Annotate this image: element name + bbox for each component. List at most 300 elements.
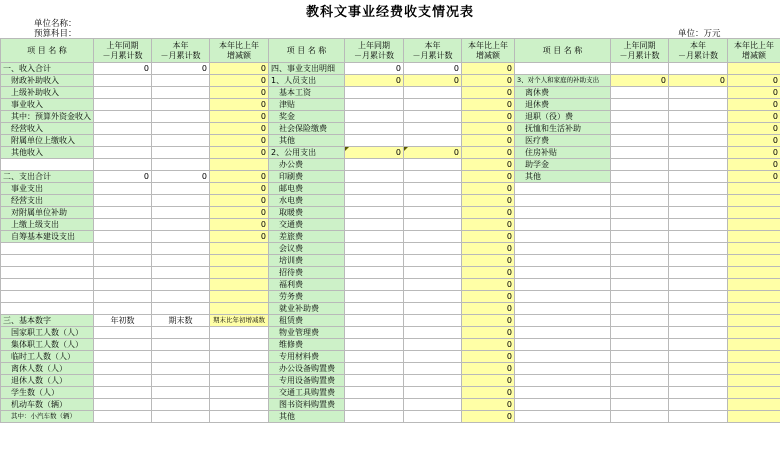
- value-cell[interactable]: [345, 207, 404, 219]
- change-cell[interactable]: [728, 63, 780, 75]
- value-cell[interactable]: [404, 411, 462, 423]
- value-cell[interactable]: [611, 219, 669, 231]
- value-cell[interactable]: [94, 147, 152, 159]
- value-cell[interactable]: [611, 351, 669, 363]
- value-cell[interactable]: [669, 267, 728, 279]
- change-cell[interactable]: 0: [210, 123, 269, 135]
- change-cell[interactable]: [728, 411, 780, 423]
- value-cell[interactable]: [404, 255, 462, 267]
- value-cell[interactable]: [669, 147, 728, 159]
- value-cell[interactable]: [404, 99, 462, 111]
- change-cell[interactable]: [728, 207, 780, 219]
- value-cell[interactable]: [669, 135, 728, 147]
- value-cell[interactable]: [152, 99, 210, 111]
- change-cell[interactable]: 0: [728, 159, 780, 171]
- value-cell[interactable]: [94, 183, 152, 195]
- change-cell[interactable]: 0: [210, 99, 269, 111]
- value-cell[interactable]: [611, 291, 669, 303]
- value-cell[interactable]: [152, 375, 210, 387]
- value-cell[interactable]: 0: [345, 147, 404, 159]
- change-cell[interactable]: 0: [210, 219, 269, 231]
- value-cell[interactable]: [94, 195, 152, 207]
- value-cell[interactable]: [152, 159, 210, 171]
- change-cell[interactable]: 0: [462, 387, 515, 399]
- value-cell[interactable]: [404, 219, 462, 231]
- value-cell[interactable]: [669, 303, 728, 315]
- change-cell[interactable]: [728, 339, 780, 351]
- value-cell[interactable]: [611, 327, 669, 339]
- value-cell[interactable]: [669, 111, 728, 123]
- value-cell[interactable]: [669, 255, 728, 267]
- change-cell[interactable]: [728, 183, 780, 195]
- change-cell[interactable]: 0: [462, 195, 515, 207]
- value-cell[interactable]: [669, 243, 728, 255]
- change-cell[interactable]: 0: [462, 231, 515, 243]
- value-cell[interactable]: [152, 135, 210, 147]
- table-row: [1, 87, 780, 99]
- value-cell[interactable]: [404, 183, 462, 195]
- value-cell[interactable]: [94, 267, 152, 279]
- value-cell[interactable]: [345, 183, 404, 195]
- row-label: 三、基本数字: [1, 315, 94, 327]
- value-cell[interactable]: [404, 315, 462, 327]
- value-cell[interactable]: [152, 267, 210, 279]
- change-cell[interactable]: 0: [728, 99, 780, 111]
- value-cell[interactable]: [669, 375, 728, 387]
- value-cell[interactable]: [404, 339, 462, 351]
- change-cell[interactable]: 0: [462, 315, 515, 327]
- value-cell[interactable]: [404, 159, 462, 171]
- column-header: 上年同期 －月累计数: [94, 39, 152, 63]
- change-cell[interactable]: [210, 327, 269, 339]
- value-cell[interactable]: [345, 267, 404, 279]
- value-cell[interactable]: [404, 363, 462, 375]
- change-cell[interactable]: 0: [728, 87, 780, 99]
- value-cell[interactable]: [345, 363, 404, 375]
- value-cell[interactable]: [345, 291, 404, 303]
- value-cell[interactable]: [94, 207, 152, 219]
- value-cell[interactable]: [94, 351, 152, 363]
- value-cell[interactable]: [611, 183, 669, 195]
- value-cell[interactable]: [152, 243, 210, 255]
- value-cell[interactable]: [345, 243, 404, 255]
- value-cell[interactable]: [152, 123, 210, 135]
- value-cell[interactable]: [404, 123, 462, 135]
- change-cell[interactable]: 0: [462, 339, 515, 351]
- change-cell[interactable]: 0: [462, 75, 515, 87]
- change-cell[interactable]: 0: [462, 123, 515, 135]
- value-cell[interactable]: 期末数: [152, 315, 210, 327]
- row-label: 事业支出: [1, 183, 94, 195]
- value-cell[interactable]: [94, 255, 152, 267]
- value-cell[interactable]: [669, 207, 728, 219]
- change-cell[interactable]: 0: [462, 219, 515, 231]
- value-cell[interactable]: [152, 411, 210, 423]
- change-cell[interactable]: [728, 303, 780, 315]
- value-cell[interactable]: [611, 147, 669, 159]
- value-cell[interactable]: [94, 231, 152, 243]
- value-cell[interactable]: [152, 183, 210, 195]
- change-cell[interactable]: 0: [728, 135, 780, 147]
- value-cell[interactable]: [152, 75, 210, 87]
- value-cell[interactable]: [404, 207, 462, 219]
- value-cell[interactable]: [345, 399, 404, 411]
- value-cell[interactable]: [345, 123, 404, 135]
- row-label: [515, 243, 611, 255]
- value-cell[interactable]: [94, 303, 152, 315]
- value-cell[interactable]: [152, 327, 210, 339]
- value-cell[interactable]: 0: [669, 75, 728, 87]
- value-cell[interactable]: [94, 327, 152, 339]
- value-cell[interactable]: [404, 351, 462, 363]
- value-cell[interactable]: [611, 279, 669, 291]
- value-cell[interactable]: [611, 255, 669, 267]
- value-cell[interactable]: [152, 279, 210, 291]
- value-cell[interactable]: [669, 171, 728, 183]
- change-cell[interactable]: [728, 243, 780, 255]
- table-row: [1, 75, 780, 87]
- value-cell[interactable]: [611, 399, 669, 411]
- value-cell[interactable]: [94, 243, 152, 255]
- row-label: [515, 327, 611, 339]
- value-cell[interactable]: [611, 123, 669, 135]
- change-cell[interactable]: [728, 231, 780, 243]
- change-cell[interactable]: 0: [462, 87, 515, 99]
- change-cell[interactable]: [728, 375, 780, 387]
- row-label: [515, 411, 611, 423]
- value-cell[interactable]: [94, 339, 152, 351]
- change-cell[interactable]: [210, 399, 269, 411]
- value-cell[interactable]: [669, 123, 728, 135]
- value-cell[interactable]: [94, 219, 152, 231]
- value-cell[interactable]: [152, 207, 210, 219]
- value-cell[interactable]: [611, 387, 669, 399]
- value-cell[interactable]: [345, 375, 404, 387]
- change-cell[interactable]: 0: [462, 243, 515, 255]
- value-cell[interactable]: [152, 219, 210, 231]
- row-label: [515, 195, 611, 207]
- value-cell[interactable]: [94, 363, 152, 375]
- value-cell[interactable]: [404, 303, 462, 315]
- value-cell[interactable]: [611, 99, 669, 111]
- change-cell[interactable]: 0: [728, 75, 780, 87]
- change-cell[interactable]: [728, 327, 780, 339]
- value-cell[interactable]: [345, 171, 404, 183]
- row-label: 其中：预算外资金收入: [1, 111, 94, 123]
- change-cell[interactable]: [210, 303, 269, 315]
- value-cell[interactable]: [404, 243, 462, 255]
- value-cell[interactable]: 0: [404, 147, 462, 159]
- value-cell[interactable]: [152, 255, 210, 267]
- value-cell[interactable]: [152, 303, 210, 315]
- value-cell[interactable]: [669, 87, 728, 99]
- change-cell[interactable]: [728, 195, 780, 207]
- value-cell[interactable]: [345, 315, 404, 327]
- value-cell[interactable]: [611, 375, 669, 387]
- change-cell[interactable]: 0: [462, 303, 515, 315]
- change-cell[interactable]: 0: [462, 411, 515, 423]
- value-cell[interactable]: [94, 111, 152, 123]
- change-cell[interactable]: 0: [462, 291, 515, 303]
- value-cell[interactable]: [404, 291, 462, 303]
- value-cell[interactable]: [669, 219, 728, 231]
- value-cell[interactable]: [404, 135, 462, 147]
- value-cell[interactable]: [611, 231, 669, 243]
- value-cell[interactable]: [94, 387, 152, 399]
- change-cell[interactable]: [210, 363, 269, 375]
- value-cell[interactable]: [404, 111, 462, 123]
- value-cell[interactable]: [345, 387, 404, 399]
- value-cell[interactable]: [345, 111, 404, 123]
- change-cell[interactable]: 0: [462, 111, 515, 123]
- change-cell[interactable]: [728, 315, 780, 327]
- value-cell[interactable]: [669, 399, 728, 411]
- value-cell[interactable]: [404, 171, 462, 183]
- value-cell[interactable]: [611, 339, 669, 351]
- value-cell[interactable]: [345, 99, 404, 111]
- change-cell[interactable]: 0: [462, 183, 515, 195]
- value-cell[interactable]: 0: [611, 75, 669, 87]
- change-cell[interactable]: 0: [210, 135, 269, 147]
- change-cell[interactable]: [210, 255, 269, 267]
- value-cell[interactable]: [404, 267, 462, 279]
- change-cell[interactable]: 0: [210, 195, 269, 207]
- row-label: 物业管理费: [269, 327, 345, 339]
- change-cell[interactable]: 0: [462, 159, 515, 171]
- value-cell[interactable]: [345, 87, 404, 99]
- value-cell[interactable]: [611, 159, 669, 171]
- value-cell[interactable]: [611, 195, 669, 207]
- table-row: [1, 231, 780, 243]
- value-cell[interactable]: [404, 327, 462, 339]
- change-cell[interactable]: 0: [462, 135, 515, 147]
- change-cell[interactable]: [210, 411, 269, 423]
- change-cell[interactable]: 0: [462, 351, 515, 363]
- change-cell[interactable]: 0: [210, 183, 269, 195]
- change-cell[interactable]: 0: [462, 363, 515, 375]
- value-cell[interactable]: [94, 75, 152, 87]
- value-cell[interactable]: 0: [404, 63, 462, 75]
- row-label: 其他: [515, 171, 611, 183]
- value-cell[interactable]: [94, 291, 152, 303]
- value-cell[interactable]: [669, 363, 728, 375]
- value-cell[interactable]: 年初数: [94, 315, 152, 327]
- value-cell[interactable]: [404, 195, 462, 207]
- value-cell[interactable]: [669, 159, 728, 171]
- value-cell[interactable]: [611, 135, 669, 147]
- table-row: [1, 279, 780, 291]
- table-row: [1, 303, 780, 315]
- change-cell[interactable]: 0: [728, 111, 780, 123]
- value-cell[interactable]: [152, 399, 210, 411]
- change-cell[interactable]: [728, 219, 780, 231]
- change-cell[interactable]: 0: [462, 99, 515, 111]
- value-cell[interactable]: [611, 111, 669, 123]
- value-cell[interactable]: [669, 315, 728, 327]
- change-cell[interactable]: 0: [210, 171, 269, 183]
- change-cell[interactable]: 0: [210, 147, 269, 159]
- change-cell[interactable]: [210, 159, 269, 171]
- value-cell[interactable]: [345, 159, 404, 171]
- value-cell[interactable]: [152, 87, 210, 99]
- value-cell[interactable]: [669, 99, 728, 111]
- value-cell[interactable]: [345, 195, 404, 207]
- change-cell[interactable]: [210, 351, 269, 363]
- row-label: 就业补助费: [269, 303, 345, 315]
- value-cell[interactable]: [345, 327, 404, 339]
- change-cell[interactable]: 0: [462, 327, 515, 339]
- change-cell[interactable]: 0: [728, 123, 780, 135]
- change-cell[interactable]: [210, 243, 269, 255]
- change-cell[interactable]: [210, 291, 269, 303]
- change-cell[interactable]: [728, 291, 780, 303]
- change-cell[interactable]: 0: [728, 171, 780, 183]
- value-cell[interactable]: [404, 231, 462, 243]
- row-label: [515, 387, 611, 399]
- row-label: [515, 375, 611, 387]
- value-cell[interactable]: [669, 327, 728, 339]
- change-cell[interactable]: [728, 351, 780, 363]
- change-cell[interactable]: 0: [462, 207, 515, 219]
- value-cell[interactable]: [669, 183, 728, 195]
- value-cell[interactable]: [345, 351, 404, 363]
- value-cell[interactable]: [404, 387, 462, 399]
- value-cell[interactable]: [94, 135, 152, 147]
- value-cell[interactable]: [611, 87, 669, 99]
- table-row: [1, 411, 780, 423]
- value-cell[interactable]: 0: [152, 63, 210, 75]
- value-cell[interactable]: [345, 231, 404, 243]
- value-cell[interactable]: 0: [94, 171, 152, 183]
- value-cell[interactable]: [669, 279, 728, 291]
- value-cell[interactable]: [345, 303, 404, 315]
- value-cell[interactable]: [152, 291, 210, 303]
- change-cell[interactable]: 0: [462, 171, 515, 183]
- change-cell[interactable]: 0: [210, 87, 269, 99]
- change-cell[interactable]: [728, 255, 780, 267]
- row-label: 专用设备购置费: [269, 375, 345, 387]
- value-cell[interactable]: [94, 399, 152, 411]
- value-cell[interactable]: [152, 339, 210, 351]
- value-cell[interactable]: [345, 135, 404, 147]
- change-cell[interactable]: 期末比年初增减数: [210, 315, 269, 327]
- value-cell[interactable]: [611, 243, 669, 255]
- value-cell[interactable]: [669, 411, 728, 423]
- change-cell[interactable]: 0: [728, 147, 780, 159]
- value-cell[interactable]: [94, 123, 152, 135]
- value-cell[interactable]: [611, 63, 669, 75]
- row-label: 维修费: [269, 339, 345, 351]
- value-cell[interactable]: [611, 171, 669, 183]
- value-cell[interactable]: [669, 63, 728, 75]
- value-cell[interactable]: [345, 411, 404, 423]
- value-cell[interactable]: [152, 351, 210, 363]
- change-cell[interactable]: [210, 387, 269, 399]
- change-cell[interactable]: 0: [210, 63, 269, 75]
- change-cell[interactable]: 0: [462, 279, 515, 291]
- value-cell[interactable]: [611, 363, 669, 375]
- change-cell[interactable]: 0: [210, 111, 269, 123]
- change-cell[interactable]: [210, 267, 269, 279]
- change-cell[interactable]: 0: [462, 399, 515, 411]
- value-cell[interactable]: [152, 111, 210, 123]
- change-cell[interactable]: [210, 375, 269, 387]
- change-cell[interactable]: 0: [462, 255, 515, 267]
- value-cell[interactable]: [94, 87, 152, 99]
- value-cell[interactable]: [152, 147, 210, 159]
- change-cell[interactable]: [728, 279, 780, 291]
- value-cell[interactable]: [94, 99, 152, 111]
- value-cell[interactable]: [94, 279, 152, 291]
- change-cell[interactable]: 0: [462, 147, 515, 159]
- row-label: [1, 159, 94, 171]
- value-cell[interactable]: [345, 279, 404, 291]
- value-cell[interactable]: [345, 255, 404, 267]
- change-cell[interactable]: 0: [462, 267, 515, 279]
- value-cell[interactable]: 0: [94, 63, 152, 75]
- value-cell[interactable]: [94, 375, 152, 387]
- table-row: [1, 147, 780, 159]
- value-cell[interactable]: [152, 195, 210, 207]
- value-cell[interactable]: 0: [404, 75, 462, 87]
- value-cell[interactable]: [345, 339, 404, 351]
- change-cell[interactable]: [728, 387, 780, 399]
- value-cell[interactable]: [611, 303, 669, 315]
- change-cell[interactable]: [210, 339, 269, 351]
- value-cell[interactable]: [404, 87, 462, 99]
- value-cell[interactable]: [404, 399, 462, 411]
- change-cell[interactable]: [728, 363, 780, 375]
- value-cell[interactable]: [669, 231, 728, 243]
- value-cell[interactable]: [404, 375, 462, 387]
- table-row: [1, 339, 780, 351]
- change-cell[interactable]: 0: [462, 375, 515, 387]
- change-cell[interactable]: [728, 267, 780, 279]
- value-cell[interactable]: [345, 219, 404, 231]
- column-header: 本年 －月累计数: [404, 39, 462, 63]
- value-cell[interactable]: [94, 411, 152, 423]
- row-label: 差旅费: [269, 231, 345, 243]
- value-cell[interactable]: [152, 231, 210, 243]
- change-cell[interactable]: 0: [462, 63, 515, 75]
- value-cell[interactable]: [404, 279, 462, 291]
- value-cell[interactable]: [669, 387, 728, 399]
- value-cell[interactable]: [611, 267, 669, 279]
- value-cell[interactable]: [611, 315, 669, 327]
- value-cell[interactable]: [669, 339, 728, 351]
- value-cell[interactable]: [669, 291, 728, 303]
- value-cell[interactable]: 0: [345, 63, 404, 75]
- value-cell[interactable]: [611, 207, 669, 219]
- change-cell[interactable]: 0: [210, 231, 269, 243]
- value-cell[interactable]: [94, 159, 152, 171]
- value-cell[interactable]: [152, 363, 210, 375]
- change-cell[interactable]: [728, 399, 780, 411]
- value-cell[interactable]: [669, 195, 728, 207]
- row-label: 基本工资: [269, 87, 345, 99]
- change-cell[interactable]: [210, 279, 269, 291]
- value-cell[interactable]: [611, 411, 669, 423]
- column-header: 项 目 名 称: [269, 39, 345, 63]
- row-label: 其他收入: [1, 147, 94, 159]
- value-cell[interactable]: [669, 351, 728, 363]
- value-cell[interactable]: 0: [152, 171, 210, 183]
- change-cell[interactable]: 0: [210, 75, 269, 87]
- value-cell[interactable]: [152, 387, 210, 399]
- value-cell[interactable]: 0: [345, 75, 404, 87]
- change-cell[interactable]: 0: [210, 207, 269, 219]
- table-row: [1, 171, 780, 183]
